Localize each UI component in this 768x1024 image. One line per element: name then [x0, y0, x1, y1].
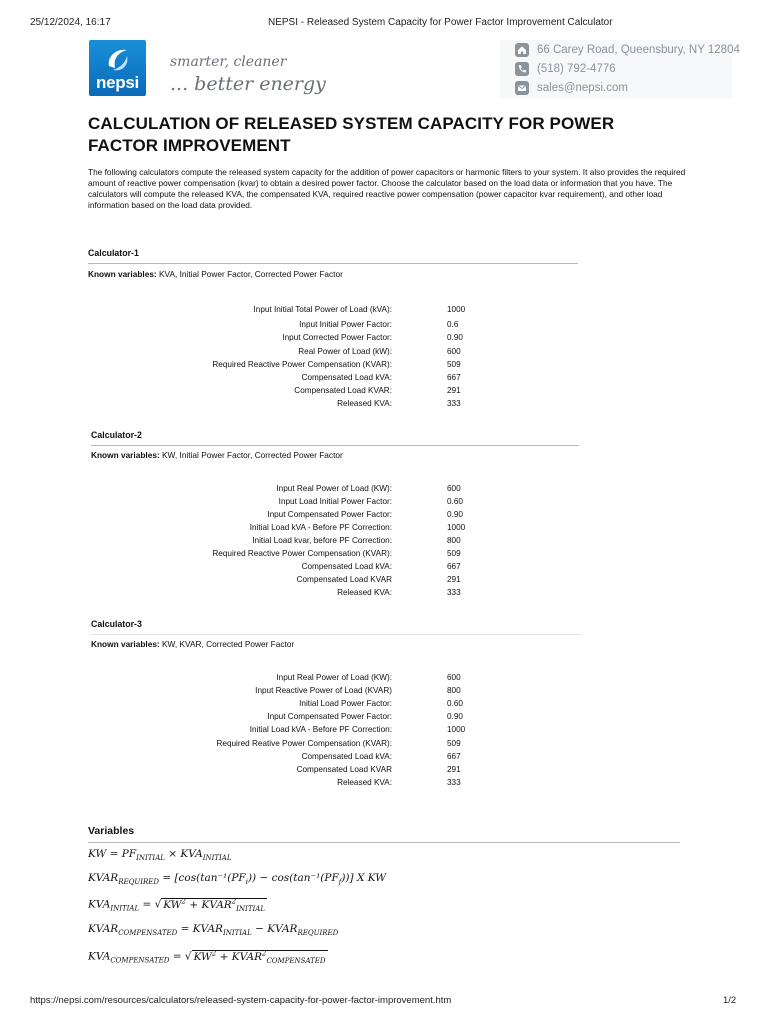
calc1-row: Input Initial Total Power of Load (kVA): 1000: [253, 305, 466, 314]
email-text: sales@nepsi.com: [537, 82, 628, 94]
tagline-line2: ... better energy: [170, 73, 326, 95]
calc2-output: 509: [447, 549, 461, 558]
phone-icon: [515, 62, 529, 76]
calc1-input[interactable]: 0.90: [447, 333, 463, 342]
calc1-output: 333: [447, 399, 461, 408]
formula-kw: KW = $PF_{INITIAL} \times KVA_{INITIAL}$: [88, 848, 232, 863]
calc2-row: Input Compensated Power Factor: 0.90: [267, 510, 463, 519]
calculator-3-title: Calculator-3: [91, 619, 142, 629]
contact-email[interactable]: [515, 81, 628, 95]
calc3-output: 0.60: [447, 699, 463, 708]
calculator-1-known-variables: Known variables: KVA, Initial Power Factor, Corrected Power Factor: [88, 269, 343, 279]
calc2-output: 800: [447, 536, 461, 545]
calc3-row: Compensated Load KVAR 291: [296, 765, 461, 774]
divider: [88, 263, 578, 264]
address-text: 66 Carey Road, Queensbury, NY 12804: [537, 44, 740, 56]
logo-wordmark: nepsi: [96, 73, 139, 92]
calc2-output: 667: [447, 562, 461, 571]
calc1-row: Real Power of Load (kW): 600: [298, 347, 461, 356]
calc1-input[interactable]: 1000: [447, 305, 466, 314]
calc1-output: 291: [447, 386, 461, 395]
logo-swirl-icon: [105, 46, 131, 74]
formula-kva-compensated: $KVA_{COMPENSATED}$ = √ $KW^2$ + $KVAR^2_{COMPENSATED}$: [88, 949, 326, 965]
home-icon: [515, 43, 529, 57]
calc1-row: Input Corrected Power Factor: 0.90: [282, 333, 463, 342]
formula-kvar-required: $KVAR_{REQUIRED} = [\cos(\tan^{-1}(PF_i)) - \cos(\tan^{-1}(PF_f))]$ X KW: [88, 872, 387, 887]
print-page-title: NEPSI - Released System Capacity for Power Factor Improvement Calculator: [268, 17, 613, 28]
calculator-1-title: Calculator-1: [88, 248, 139, 258]
page-title: CALCULATION OF RELEASED SYSTEM CAPACITY FOR POWER FACTOR IMPROVEMENT: [88, 114, 615, 155]
nepsi-logo[interactable]: [89, 40, 146, 96]
calc2-output: 1000: [447, 523, 466, 532]
calc2-row: Input Real Power of Load (KW): 600: [276, 484, 461, 493]
calc1-output: 509: [447, 360, 461, 369]
variables-title: Variables: [88, 825, 135, 837]
calc3-output: 1000: [447, 725, 466, 734]
calculator-3-known-variables: Known variables: KW, KVAR, Corrected Power Factor: [91, 639, 295, 649]
calc3-input[interactable]: 600: [447, 673, 461, 682]
calc3-row: Initial Load Power Factor: 0.60: [299, 699, 463, 708]
contact-address[interactable]: [515, 43, 740, 57]
calc3-row: Required Reative Power Compensation (KVAR): 509: [216, 739, 461, 748]
calc3-row: Input Real Power of Load (KW): 600: [276, 673, 461, 682]
print-page-number: 1/2: [723, 995, 737, 1006]
calc1-row: Released KVA: 333: [337, 399, 461, 408]
calc3-output: 509: [447, 739, 461, 748]
formula-kvar-compensated: $KVAR_{COMPENSATED}$ = $KVAR_{INITIAL}$ − $KVAR_{REQUIRED}$: [88, 923, 339, 938]
calc2-row: Compensated Load KVAR 291: [296, 575, 461, 584]
phone-text: (518) 792-4776: [537, 63, 616, 75]
print-datetime: 25/12/2024, 16:17: [30, 17, 111, 28]
calc1-input[interactable]: 0.6: [447, 320, 459, 329]
calc1-output: 667: [447, 373, 461, 382]
calc3-row: Released KVA: 333: [337, 778, 461, 787]
calc3-input[interactable]: 800: [447, 686, 461, 695]
calc2-output: 291: [447, 575, 461, 584]
calc1-row: Compensated Load kVA: 667: [301, 373, 461, 382]
calc2-row: Initial Load kvar, before PF Correction: 800: [252, 536, 461, 545]
print-url: https://nepsi.com/resources/calculators/released-system-capacity-for-power-factor-improvement.htm: [30, 995, 452, 1006]
calc2-output: 333: [447, 588, 461, 597]
calc3-output: 333: [447, 778, 461, 787]
divider: [88, 842, 680, 843]
calc3-output: 667: [447, 752, 461, 761]
calc3-output: 291: [447, 765, 461, 774]
calc3-row: Initial Load kVA - Before PF Correction: 1000: [249, 725, 466, 734]
calc2-row: Input Load Initial Power Factor: 0.60: [278, 497, 463, 506]
calc2-row: Required Reactive Power Compensation (KVAR): 509: [212, 549, 461, 558]
formula-kva-initial: $KVA_{INITIAL}$ = √ $KW^2$ + $KVAR^2_{INITIAL}$: [88, 897, 265, 913]
calc1-row: Required Reactive Power Compensation (KVAR): 509: [212, 360, 461, 369]
calc1-row: Compensated Load KVAR: 291: [294, 386, 461, 395]
calc1-row: Input Initial Power Factor: 0.6: [299, 320, 459, 329]
calculator-2-known-variables: Known variables: KW, Initial Power Factor, Corrected Power Factor: [91, 450, 343, 460]
divider: [91, 634, 581, 635]
contact-phone[interactable]: [515, 62, 616, 76]
calc2-row: Released KVA: 333: [337, 588, 461, 597]
intro-paragraph: The following calculators compute the released system capacity for the addition of power capacitors or harmonic filters to your system. It also provides the required amount of reactive power compensation (kvar) to obtain a desired power factor. Choose the calculator based on the load data or information that you have. The calculators will compute the released KVA, the compensated KVA, required reactive power compensation (power capacitor kvar requirement), and other load information based on the load data provided.: [88, 167, 686, 210]
calc2-input[interactable]: 0.60: [447, 497, 463, 506]
calc3-row: Input Reactive Power of Load (KVAR) 800: [255, 686, 461, 695]
calc3-row: Compensated Load kVA: 667: [301, 752, 461, 761]
calc2-row: Compensated Load kVA: 667: [301, 562, 461, 571]
tagline-line1: smarter, cleaner: [170, 54, 287, 70]
calc2-input[interactable]: 600: [447, 484, 461, 493]
calculator-2-title: Calculator-2: [91, 430, 142, 440]
calc3-input[interactable]: 0.90: [447, 712, 463, 721]
calc2-input[interactable]: 0.90: [447, 510, 463, 519]
calc3-row: Input Compensated Power Factor: 0.90: [267, 712, 463, 721]
calc2-row: Initial Load kVA - Before PF Correction: 1000: [249, 523, 466, 532]
calc1-output: 600: [447, 347, 461, 356]
divider: [91, 445, 579, 446]
mail-icon: [515, 81, 529, 95]
